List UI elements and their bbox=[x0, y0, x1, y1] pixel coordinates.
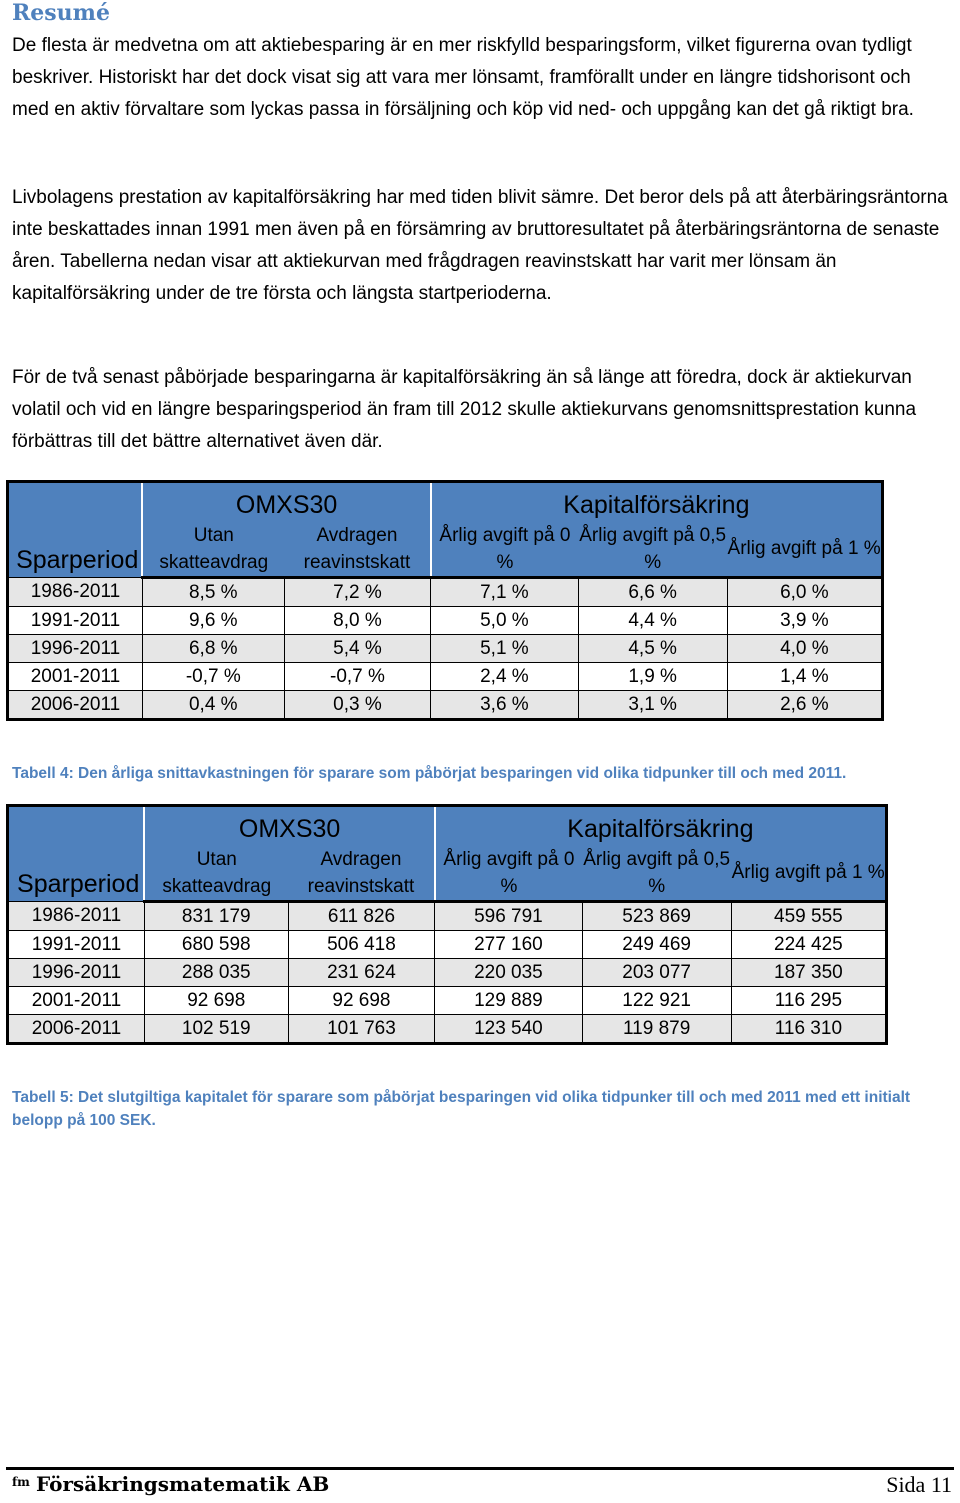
cell-value: 6,0 % bbox=[727, 577, 882, 606]
cell-value: 5,0 % bbox=[431, 606, 578, 634]
subheader-utan-skatteavdrag: Utan skatteavdrag bbox=[144, 846, 288, 902]
cell-value: 116 310 bbox=[731, 1014, 886, 1043]
table-row bbox=[8, 958, 887, 986]
company-logo: fm bbox=[12, 1475, 30, 1489]
table-row bbox=[8, 577, 883, 606]
subheader-avgift-05: Årlig avgift på 0,5 % bbox=[582, 846, 731, 902]
col-header-sparperiod: Sparperiod bbox=[8, 482, 143, 578]
cell-value: -0,7 % bbox=[142, 662, 284, 690]
cell-value: 231 624 bbox=[288, 958, 435, 986]
paragraph-1: De flesta är medvetna om att aktiebesparing är en mer riskfylld besparingsform, vilket figurerna ovan tydligt beskriver. Historiskt har det dock visat sig att vara mer lönsamt, framförallt under en längre tidshorisont och med en aktiv förvaltare som lyckas passa in försäljning och köp vid ned- och uppgång kan det gå riktigt bra. bbox=[12, 35, 914, 120]
cell-value: 119 879 bbox=[582, 1014, 731, 1043]
cell-value: 3,1 % bbox=[578, 690, 727, 719]
cell-value: 2,4 % bbox=[431, 662, 578, 690]
cell-value: 506 418 bbox=[288, 930, 435, 958]
cell-value: 122 921 bbox=[582, 986, 731, 1014]
table-row bbox=[8, 930, 887, 958]
cell-value: 0,4 % bbox=[142, 690, 284, 719]
cell-period: 1991-2011 bbox=[8, 606, 143, 634]
subheader-avgift-1: Årlig avgift på 1 % bbox=[727, 522, 882, 578]
cell-value: 224 425 bbox=[731, 930, 886, 958]
cell-value: 523 869 bbox=[582, 901, 731, 930]
cell-value: 101 763 bbox=[288, 1014, 435, 1043]
cell-value: 220 035 bbox=[435, 958, 582, 986]
cell-value: 9,6 % bbox=[142, 606, 284, 634]
subheader-avdragen-reavinstskatt: Avdragen reavinstskatt bbox=[284, 522, 431, 578]
cell-value: 0,3 % bbox=[284, 690, 431, 719]
cell-value: 203 077 bbox=[582, 958, 731, 986]
col-header-sparperiod: Sparperiod bbox=[8, 806, 145, 902]
table-4-caption: Tabell 4: Den årliga snittavkastningen för sparare som påbörjat besparingen vid olika tidpunker till och med 2011. bbox=[12, 765, 847, 782]
table-row bbox=[8, 1014, 887, 1043]
page-number: Sida 11 bbox=[886, 1472, 952, 1497]
table-5-caption: Tabell 5: Det slutgiltiga kapitalet för sparare som påbörjat besparingen vid olika tidpunker till och med 2011 med ett initialt belopp på 100 SEK. bbox=[12, 1089, 911, 1129]
cell-value: 277 160 bbox=[435, 930, 582, 958]
cell-value: 6,8 % bbox=[142, 634, 284, 662]
group-header-kapitalforsakring: Kapitalförsäkring bbox=[431, 482, 883, 522]
cell-value: 5,1 % bbox=[431, 634, 578, 662]
cell-value: 6,6 % bbox=[578, 577, 727, 606]
cell-value: 129 889 bbox=[435, 986, 582, 1014]
cell-value: 1,4 % bbox=[727, 662, 882, 690]
subheader-avgift-0: Årlig avgift på 0 % bbox=[431, 522, 578, 578]
cell-value: 4,0 % bbox=[727, 634, 882, 662]
cell-period: 2001-2011 bbox=[8, 662, 143, 690]
subheader-avgift-0: Årlig avgift på 0 % bbox=[435, 846, 582, 902]
cell-value: 3,9 % bbox=[727, 606, 882, 634]
table-annual-return bbox=[6, 480, 884, 721]
cell-value: 7,1 % bbox=[431, 577, 578, 606]
cell-period: 2006-2011 bbox=[8, 1014, 145, 1043]
footer-company-name: Försäkringsmatematik AB bbox=[36, 1472, 330, 1496]
table-row bbox=[8, 634, 883, 662]
cell-period: 1986-2011 bbox=[8, 577, 143, 606]
cell-value: 680 598 bbox=[144, 930, 288, 958]
group-header-kapitalforsakring: Kapitalförsäkring bbox=[435, 806, 887, 846]
cell-period: 1996-2011 bbox=[8, 634, 143, 662]
cell-value: -0,7 % bbox=[284, 662, 431, 690]
cell-value: 7,2 % bbox=[284, 577, 431, 606]
cell-value: 92 698 bbox=[144, 986, 288, 1014]
cell-value: 102 519 bbox=[144, 1014, 288, 1043]
table-row bbox=[8, 986, 887, 1014]
paragraph-3: För de två senast påbörjade besparingarna är kapitalförsäkring än så länge att föredra, dock är aktiekurvan volatil och vid en längre besparingsperiod än fram till 2012 skulle aktiekurvans genomsnittsprestation kunna förbättras till det bättre alternativet även där. bbox=[12, 367, 917, 452]
cell-value: 187 350 bbox=[731, 958, 886, 986]
section-heading: Resumé bbox=[12, 0, 110, 26]
table-row bbox=[8, 690, 883, 719]
cell-period: 1991-2011 bbox=[8, 930, 145, 958]
cell-period: 1996-2011 bbox=[8, 958, 145, 986]
cell-value: 249 469 bbox=[582, 930, 731, 958]
subheader-avgift-1: Årlig avgift på 1 % bbox=[731, 846, 886, 902]
cell-value: 8,5 % bbox=[142, 577, 284, 606]
cell-value: 459 555 bbox=[731, 901, 886, 930]
cell-period: 2006-2011 bbox=[8, 690, 143, 719]
cell-value: 831 179 bbox=[144, 901, 288, 930]
cell-value: 8,0 % bbox=[284, 606, 431, 634]
subheader-avgift-05: Årlig avgift på 0,5 % bbox=[578, 522, 727, 578]
subheader-avdragen-reavinstskatt: Avdragen reavinstskatt bbox=[288, 846, 435, 902]
cell-value: 123 540 bbox=[435, 1014, 582, 1043]
table-row bbox=[8, 662, 883, 690]
cell-value: 2,6 % bbox=[727, 690, 882, 719]
group-header-omxs30: OMXS30 bbox=[144, 806, 434, 846]
table-final-capital bbox=[6, 804, 888, 1045]
cell-value: 288 035 bbox=[144, 958, 288, 986]
cell-value: 4,5 % bbox=[578, 634, 727, 662]
cell-value: 5,4 % bbox=[284, 634, 431, 662]
subheader-utan-skatteavdrag: Utan skatteavdrag bbox=[142, 522, 284, 578]
footer-divider bbox=[6, 1467, 954, 1470]
cell-value: 596 791 bbox=[435, 901, 582, 930]
table-row bbox=[8, 901, 887, 930]
cell-value: 3,6 % bbox=[431, 690, 578, 719]
cell-value: 92 698 bbox=[288, 986, 435, 1014]
paragraph-2: Livbolagens prestation av kapitalförsäkring har med tiden blivit sämre. Det beror dels på att återbäringsräntorna inte beskattades innan 1991 men även på en försämring av bruttoresultatet på återbäringsräntorna de senaste åren. Tabellerna nedan visar att aktiekurvan med frågdragen reavinstskatt har varit mer lönsam än kapitalförsäkring under de tre första och längsta startperioderna. bbox=[12, 187, 948, 304]
table-row bbox=[8, 606, 883, 634]
cell-period: 1986-2011 bbox=[8, 901, 145, 930]
cell-value: 1,9 % bbox=[578, 662, 727, 690]
cell-period: 2001-2011 bbox=[8, 986, 145, 1014]
group-header-omxs30: OMXS30 bbox=[142, 482, 430, 522]
cell-value: 4,4 % bbox=[578, 606, 727, 634]
cell-value: 116 295 bbox=[731, 986, 886, 1014]
cell-value: 611 826 bbox=[288, 901, 435, 930]
